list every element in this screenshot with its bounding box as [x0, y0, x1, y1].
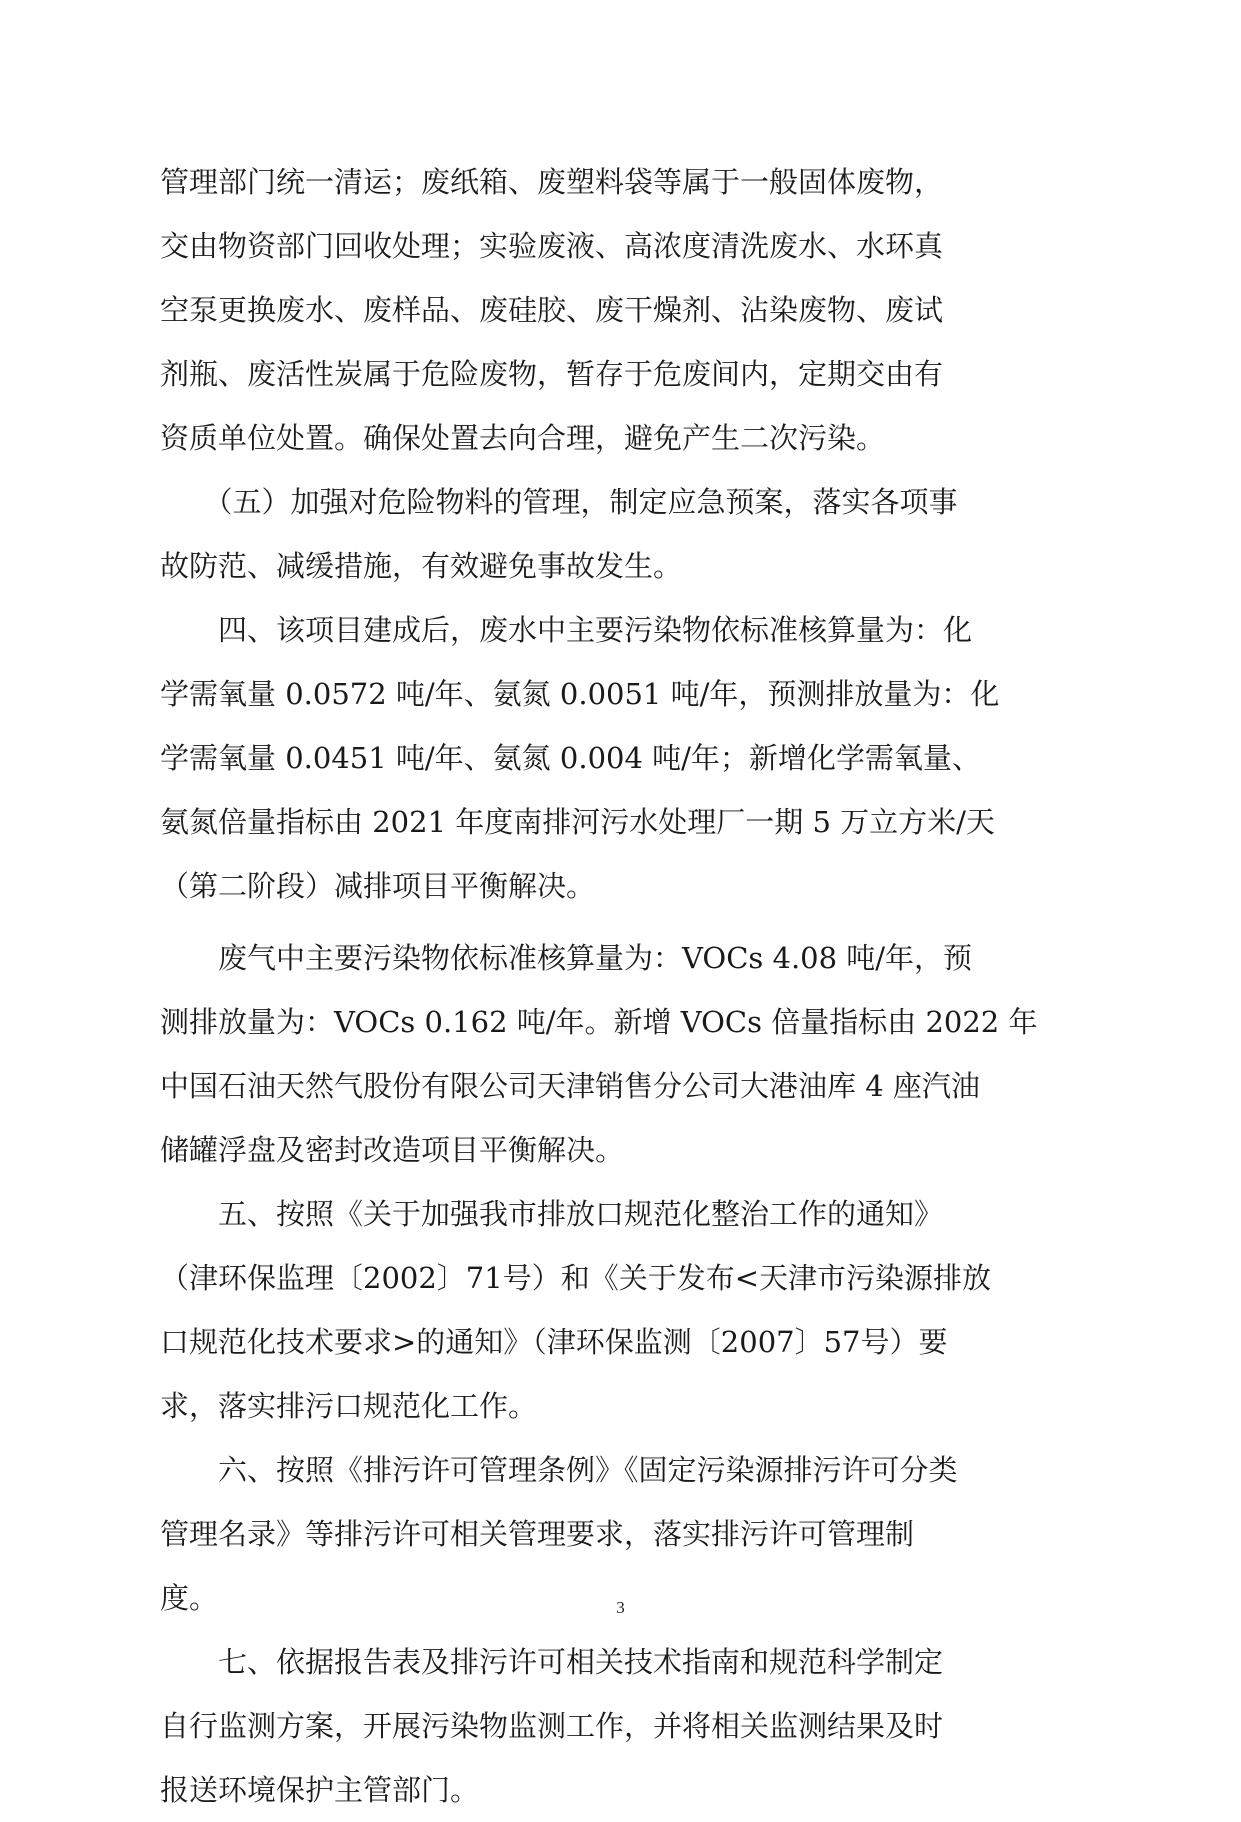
- text-line: 四、该项目建成后，废水中主要污染物依标准核算量为：化: [160, 613, 973, 647]
- document-body: [160, 150, 1090, 1822]
- text-line: 中国石油天然气股份有限公司天津销售分公司大港油库 4 座汽油: [160, 1069, 980, 1103]
- text-line: 口规范化技术要求>的通知》（津环保监测〔2007〕57号）要: [160, 1325, 948, 1359]
- page-number: 3: [616, 1598, 625, 1617]
- text-line: 管理部门统一清运；废纸箱、废塑料袋等属于一般固体废物，: [160, 165, 944, 199]
- text-line: （五）加强对危险物料的管理，制定应急预案，落实各项事: [160, 485, 958, 519]
- text-line: 管理名录》等排污许可相关管理要求，落实排污许可管理制: [160, 1517, 915, 1551]
- text-line: 五、按照《关于加强我市排放口规范化整治工作的通知》: [160, 1197, 944, 1231]
- text-line: （津环保监理〔2002〕71号）和《关于发布<天津市污染源排放: [160, 1261, 992, 1295]
- text-line: 学需氧量 0.0572 吨/年、氨氮 0.0051 吨/年，预测排放量为：化: [160, 677, 1000, 711]
- text-line: 氨氮倍量指标由 2021 年度南排河污水处理厂一期 5 万立方米/天: [160, 805, 995, 839]
- text-line: 空泵更换废水、废样品、废硅胶、废干燥剂、沾染废物、废试: [160, 293, 944, 327]
- text-line: 六、按照《排污许可管理条例》《固定污染源排污许可分类: [160, 1453, 958, 1487]
- text-line: 储罐浮盘及密封改造项目平衡解决。: [160, 1133, 625, 1167]
- text-line: 废气中主要污染物依标准核算量为：VOCs 4.08 吨/年，预: [160, 941, 973, 975]
- paragraph-gap: [160, 918, 1090, 926]
- text-line: 故防范、减缓措施，有效避免事故发生。: [160, 549, 683, 583]
- text-line: 报送环境保护主管部门。: [160, 1773, 480, 1807]
- text-line: 剂瓶、废活性炭属于危险废物，暂存于危废间内，定期交由有: [160, 357, 944, 391]
- text-line: 度。: [160, 1581, 219, 1615]
- text-line: 求，落实排污口规范化工作。: [160, 1389, 538, 1423]
- text-line: 七、依据报告表及排污许可相关技术指南和规范科学制定: [160, 1645, 944, 1679]
- text-line: 自行监测方案，开展污染物监测工作，并将相关监测结果及时: [160, 1709, 944, 1743]
- text-line: 资质单位处置。确保处置去向合理，避免产生二次污染。: [160, 421, 886, 455]
- text-line: （第二阶段）减排项目平衡解决。: [160, 869, 596, 903]
- text-line: 测排放量为：VOCs 0.162 吨/年。新增 VOCs 倍量指标由 2022 年: [160, 1005, 1038, 1039]
- text-line: 交由物资部门回收处理；实验废液、高浓度清洗废水、水环真: [160, 229, 944, 263]
- text-line: 学需氧量 0.0451 吨/年、氨氮 0.004 吨/年；新增化学需氧量、: [160, 741, 981, 775]
